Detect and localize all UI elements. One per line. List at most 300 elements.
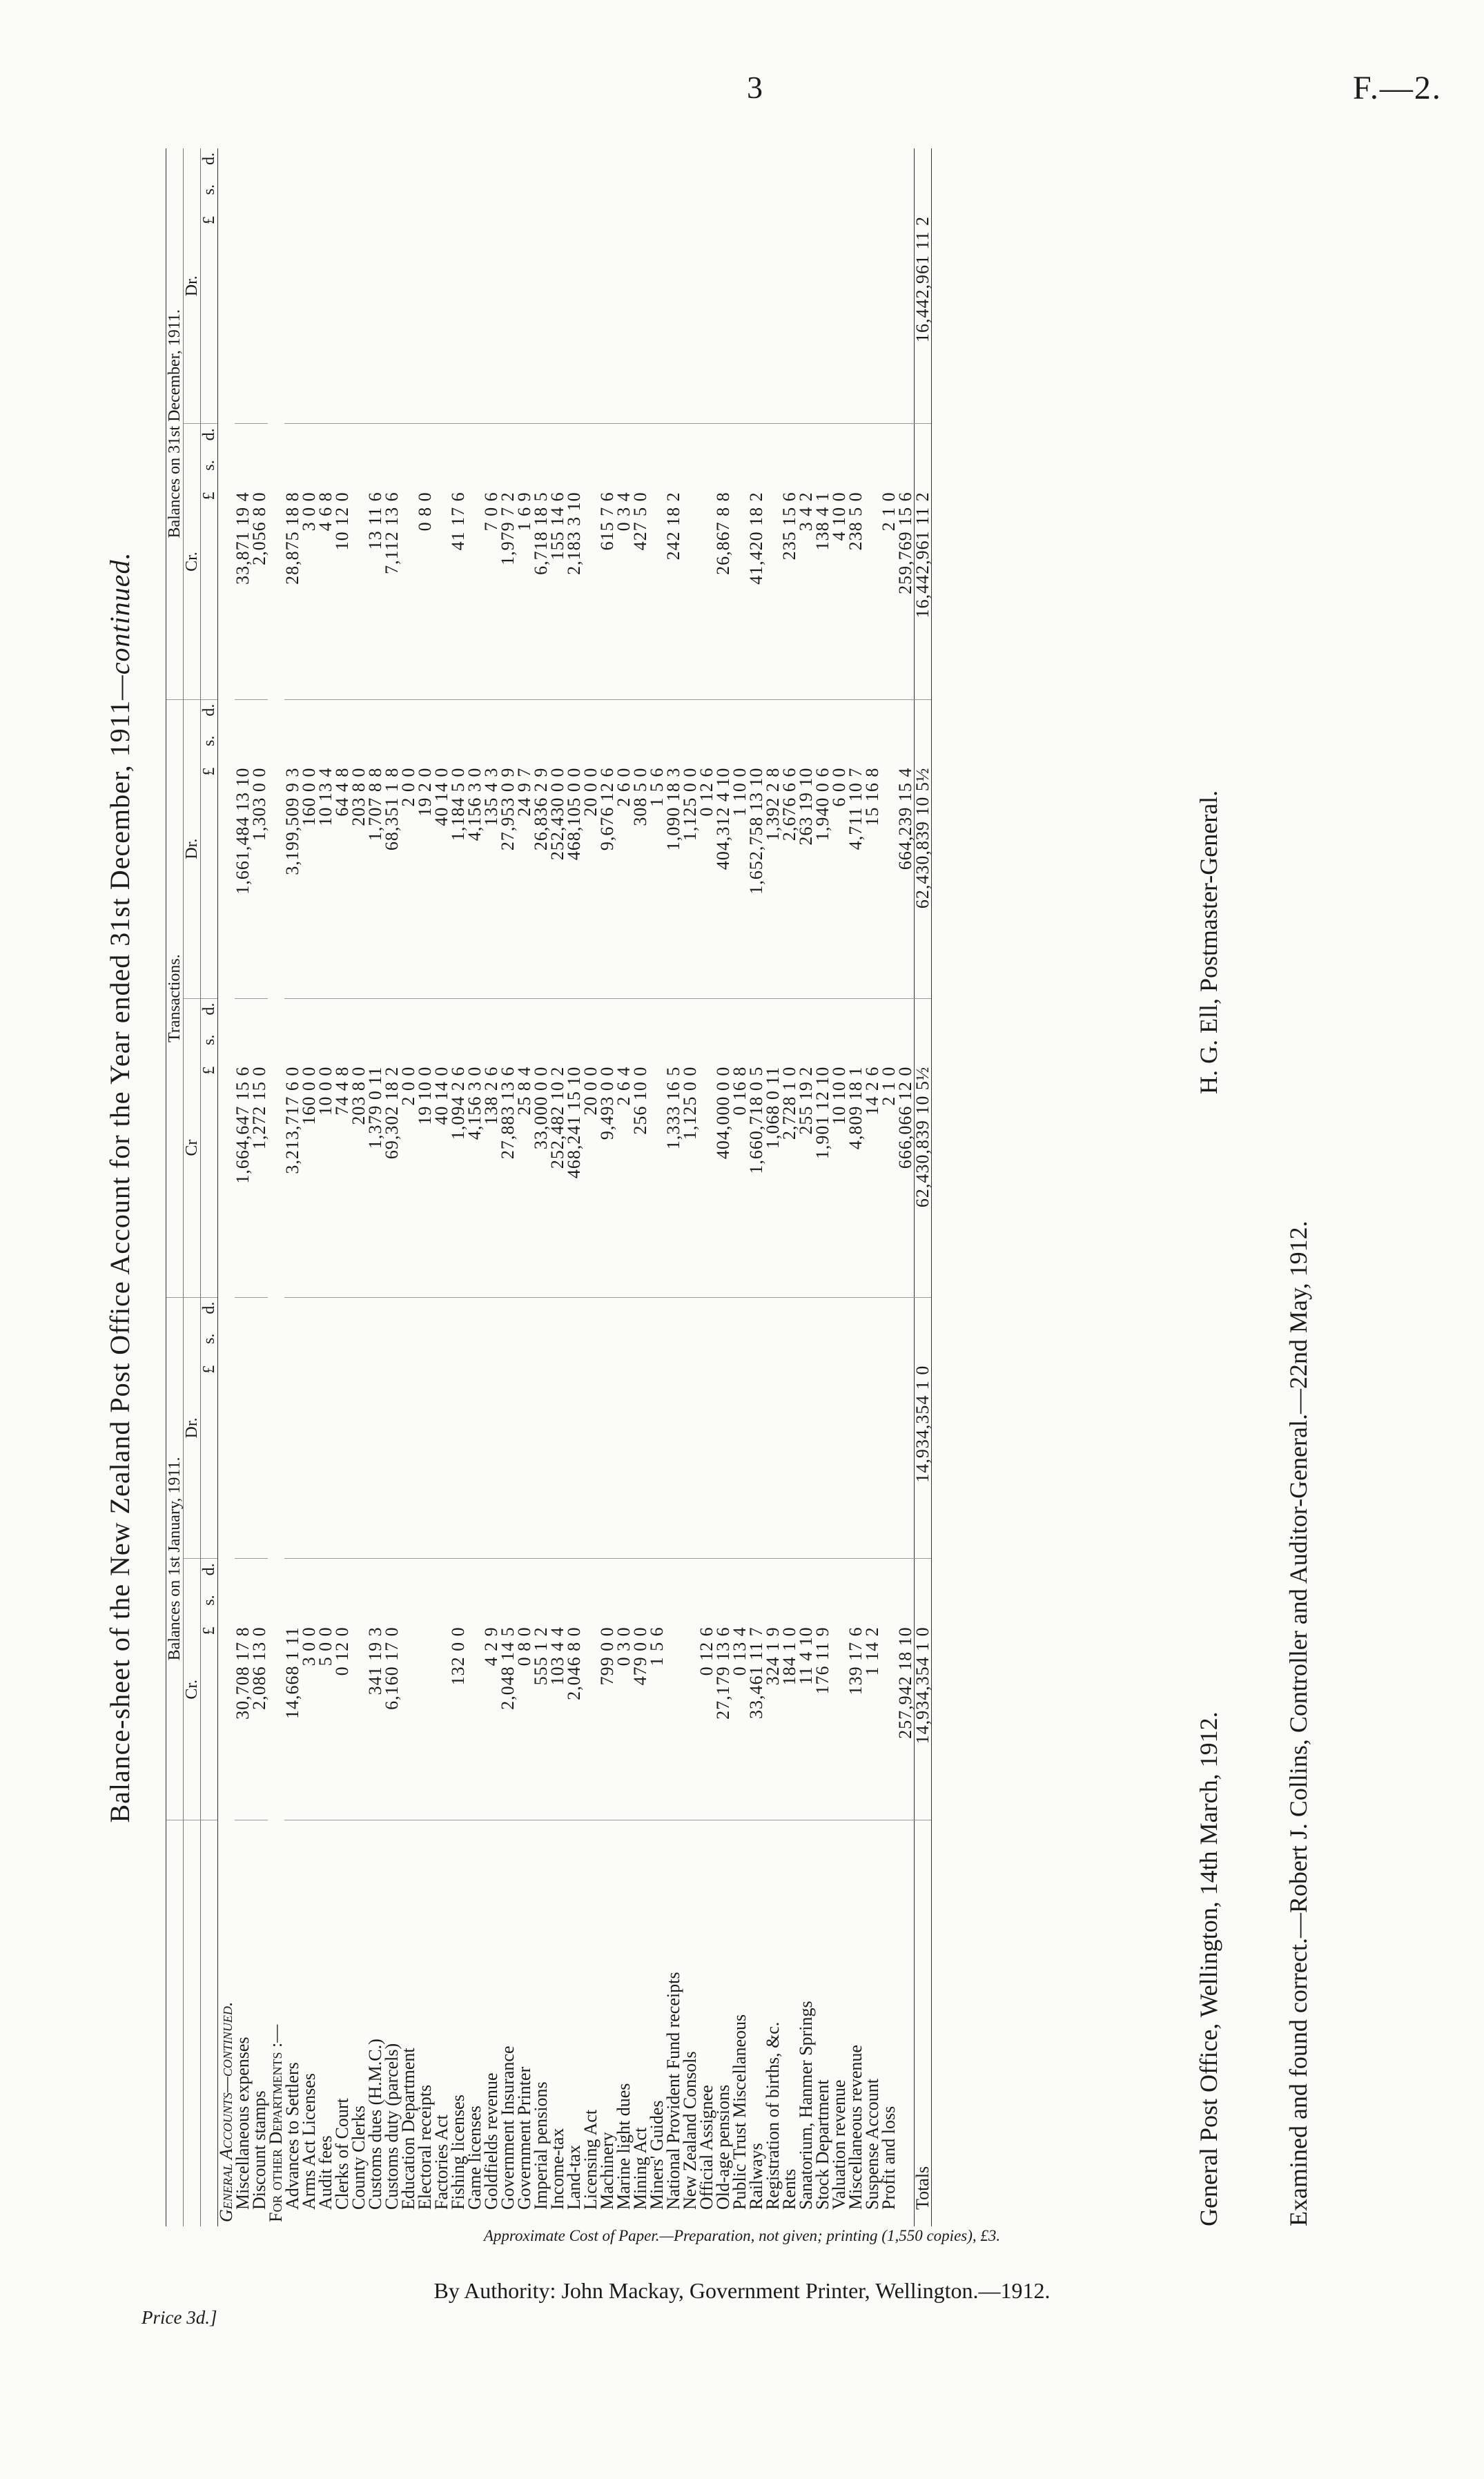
amount-spacer — [715, 1031, 732, 1062]
amount-spacer — [235, 180, 251, 212]
amount-spacer — [235, 732, 251, 764]
amount-spacer — [649, 1591, 665, 1622]
amount-spacer — [566, 998, 583, 1031]
page-number: 3 — [747, 70, 763, 105]
amount-spacer — [848, 998, 864, 1031]
amount-spacer — [533, 732, 549, 764]
amount-cell: 138 2 6 — [483, 1062, 500, 1297]
amount-spacer — [748, 1591, 765, 1622]
amount-spacer — [284, 998, 301, 1031]
amount-cell — [583, 212, 599, 424]
amount-cell — [500, 212, 516, 424]
amount-spacer — [549, 1031, 566, 1062]
amount-spacer — [284, 1330, 301, 1361]
amount-spacer — [483, 456, 500, 487]
amount-spacer — [483, 424, 500, 456]
amount-spacer — [814, 180, 831, 212]
amount-cell: 62,430,839 10 5½ — [915, 1062, 932, 1297]
amount-cell — [848, 212, 864, 424]
amount-spacer — [251, 1031, 268, 1062]
amount-spacer — [450, 1031, 467, 1062]
amount-cell: 324 1 9 — [765, 1622, 781, 1820]
amount-spacer — [665, 998, 682, 1031]
amount-spacer — [483, 732, 500, 764]
amount-spacer — [732, 998, 748, 1031]
amount-cell: 1 14 2 — [864, 1622, 881, 1820]
amount-spacer — [699, 456, 715, 487]
amount-spacer — [549, 424, 566, 456]
table-row — [897, 148, 915, 2226]
amount-cell: 135 4 3 — [483, 764, 500, 998]
amount-spacer — [915, 732, 932, 764]
amount-spacer — [549, 180, 566, 212]
amount-cell: 1,303 0 0 — [251, 764, 268, 998]
amount-spacer — [715, 998, 732, 1031]
amount-spacer — [599, 699, 616, 732]
amount-cell: 40 14 0 — [433, 764, 450, 998]
amount-spacer — [765, 180, 781, 212]
amount-spacer — [599, 456, 616, 487]
amount-cell: 11 4 10 — [798, 1622, 814, 1820]
amount-spacer — [831, 180, 848, 212]
amount-spacer — [715, 1559, 732, 1591]
amount-spacer — [334, 699, 351, 732]
amount-spacer — [566, 1297, 583, 1330]
amount-spacer — [318, 699, 334, 732]
rotated-balance-sheet — [104, 148, 1401, 2226]
amount-spacer — [599, 180, 616, 212]
amount-spacer — [351, 180, 367, 212]
amount-spacer — [566, 1559, 583, 1591]
amount-cell — [599, 212, 616, 424]
amount-spacer — [516, 1297, 533, 1330]
amount-spacer — [699, 1330, 715, 1361]
amount-cell: 203 8 0 — [351, 764, 367, 998]
amount-spacer — [301, 699, 318, 732]
amount-spacer — [616, 1031, 632, 1062]
amount-spacer — [599, 732, 616, 764]
amount-spacer — [318, 998, 334, 1031]
amount-spacer — [699, 1591, 715, 1622]
amount-cell: 19 10 0 — [417, 1062, 433, 1297]
amount-spacer — [284, 699, 301, 732]
amount-spacer — [831, 1591, 848, 1622]
amount-spacer — [665, 456, 682, 487]
amount-spacer — [433, 998, 450, 1031]
amount-cell: 20 0 0 — [583, 764, 599, 998]
row-label: Suspense Account — [862, 2079, 882, 2210]
amount-spacer — [897, 1031, 915, 1062]
amount-cell — [798, 1361, 814, 1559]
amount-spacer — [864, 1591, 881, 1622]
amount-cell — [318, 212, 334, 424]
amount-spacer — [433, 699, 450, 732]
amount-spacer — [732, 456, 748, 487]
title-main: Balance-sheet of the New Zealand Post Office Account for the Year ended 31st December, 1911 — [104, 699, 135, 1823]
amount-spacer — [748, 1559, 765, 1591]
amount-spacer — [284, 1031, 301, 1062]
row-label: Goldfields revenue — [481, 2072, 501, 2210]
amount-spacer — [632, 180, 649, 212]
row-label: Income-tax — [547, 2128, 567, 2210]
amount-cell: 2 0 0 — [400, 764, 417, 998]
amount-spacer — [433, 1031, 450, 1062]
amount-cell — [881, 212, 897, 424]
table-row — [284, 148, 301, 2226]
balance-table — [166, 148, 932, 2226]
amount-spacer — [748, 424, 765, 456]
amount-cell — [384, 212, 400, 424]
amount-cell: 252,482 10 2 — [549, 1062, 566, 1297]
table-row — [583, 148, 599, 2226]
amount-spacer — [433, 1297, 450, 1330]
amount-cell: 1,379 0 11 — [367, 1062, 384, 1297]
amount-spacer — [665, 1031, 682, 1062]
row-label: Discount stamps — [249, 2090, 269, 2210]
amount-spacer — [400, 1591, 417, 1622]
table-row — [665, 148, 682, 2226]
amount-spacer — [417, 699, 433, 732]
row-label: Advances to Settlers — [282, 2062, 302, 2210]
row-label: Clerks of Court — [332, 2098, 352, 2210]
amount-spacer — [251, 1559, 268, 1591]
amount-spacer — [781, 1559, 798, 1591]
amount-spacer — [467, 732, 483, 764]
amount-cell — [467, 212, 483, 424]
amount-spacer — [915, 1297, 932, 1330]
amount-cell: 0 8 0 — [417, 487, 433, 699]
amount-spacer — [798, 1559, 814, 1591]
amount-cell: 615 7 6 — [599, 487, 616, 699]
amount-cell — [781, 212, 798, 424]
amount-spacer — [235, 1591, 251, 1622]
amount-spacer — [732, 1330, 748, 1361]
cost-note: Approximate Cost of Paper.—Preparation, not given; printing (1,550 copies), £3. — [483, 2227, 1001, 2244]
lsd-header: £ — [201, 487, 218, 699]
amount-spacer — [500, 1297, 516, 1330]
amount-spacer — [583, 456, 599, 487]
amount-cell: 33,461 11 7 — [748, 1622, 765, 1820]
amount-spacer — [798, 456, 814, 487]
amount-spacer — [632, 1031, 649, 1062]
amount-spacer — [367, 456, 384, 487]
amount-spacer — [881, 424, 897, 456]
amount-spacer — [699, 1031, 715, 1062]
amount-cell — [616, 1361, 632, 1559]
amount-spacer — [599, 1031, 616, 1062]
amount-spacer — [699, 699, 715, 732]
amount-cell — [599, 1361, 616, 1559]
amount-spacer — [682, 699, 699, 732]
amount-cell: 14,934,354 1 0 — [915, 1361, 932, 1559]
amount-cell: 7 0 6 — [483, 487, 500, 699]
amount-spacer — [367, 1031, 384, 1062]
amount-cell — [781, 1361, 798, 1559]
amount-spacer — [632, 1297, 649, 1330]
amount-spacer — [798, 148, 814, 180]
row-label: Government Printer — [514, 2066, 534, 2210]
table-row — [616, 148, 632, 2226]
lsd-header: s. — [201, 1031, 218, 1062]
table-row — [831, 148, 848, 2226]
amount-spacer — [915, 180, 932, 212]
amount-cell: 799 0 0 — [599, 1622, 616, 1820]
amount-spacer — [251, 456, 268, 487]
amount-cell: 27,883 13 6 — [500, 1062, 516, 1297]
amount-spacer — [500, 180, 516, 212]
amount-spacer — [616, 456, 632, 487]
amount-spacer — [732, 180, 748, 212]
amount-spacer — [400, 424, 417, 456]
amount-spacer — [301, 1330, 318, 1361]
amount-spacer — [732, 732, 748, 764]
amount-cell: 2 6 4 — [616, 1062, 632, 1297]
amount-cell — [649, 212, 665, 424]
amount-spacer — [715, 424, 732, 456]
row-label: Customs dues (H.M.C.) — [365, 2039, 385, 2210]
row-label: Sanatorium, Hanmer Springs — [796, 2001, 816, 2210]
amount-spacer — [831, 456, 848, 487]
amount-spacer — [533, 180, 549, 212]
amount-spacer — [748, 732, 765, 764]
amount-cell: 1,090 18 3 — [665, 764, 682, 998]
header-cr: Cr — [184, 998, 201, 1297]
amount-cell: 13 11 6 — [367, 487, 384, 699]
amount-spacer — [864, 732, 881, 764]
amount-spacer — [500, 456, 516, 487]
amount-cell — [831, 1361, 848, 1559]
amount-spacer — [798, 699, 814, 732]
amount-cell: 0 3 0 — [616, 1622, 632, 1820]
amount-cell: 404,000 0 0 — [715, 1062, 732, 1297]
amount-spacer — [235, 1330, 251, 1361]
amount-spacer — [566, 1330, 583, 1361]
row-label: Profit and loss — [879, 2106, 899, 2210]
amount-spacer — [301, 456, 318, 487]
amount-spacer — [251, 148, 268, 180]
amount-cell — [864, 212, 881, 424]
amount-cell: 64 4 8 — [334, 764, 351, 998]
amount-cell — [699, 1361, 715, 1559]
amount-cell — [351, 1361, 367, 1559]
amount-spacer — [814, 1591, 831, 1622]
amount-cell — [682, 487, 699, 699]
amount-cell: 1,094 2 6 — [450, 1062, 467, 1297]
amount-cell: 33,871 19 4 — [235, 487, 251, 699]
amount-cell: 160 0 0 — [301, 764, 318, 998]
amount-spacer — [915, 1591, 932, 1622]
amount-spacer — [748, 699, 765, 732]
amount-spacer — [814, 148, 831, 180]
amount-spacer — [814, 732, 831, 764]
amount-spacer — [533, 699, 549, 732]
amount-spacer — [301, 1031, 318, 1062]
amount-spacer — [467, 1297, 483, 1330]
amount-cell — [400, 1622, 417, 1820]
amount-spacer — [351, 1297, 367, 1330]
audit-statement: Examined and found correct.—Robert J. Collins, Controller and Auditor-General.—22nd May, 1912. — [1285, 1221, 1312, 2226]
table-row — [682, 148, 699, 2226]
amount-spacer — [318, 1591, 334, 1622]
amount-spacer — [467, 1330, 483, 1361]
amount-spacer — [864, 1559, 881, 1591]
amount-spacer — [533, 148, 549, 180]
amount-cell — [516, 1361, 533, 1559]
amount-cell — [814, 212, 831, 424]
amount-cell: 3,213,717 6 0 — [284, 1062, 301, 1297]
table-row — [417, 148, 433, 2226]
amount-spacer — [864, 1330, 881, 1361]
amount-cell: 259,769 15 6 — [897, 487, 915, 699]
amount-cell: 2,046 8 0 — [566, 1622, 583, 1820]
amount-spacer — [400, 148, 417, 180]
amount-spacer — [384, 1031, 400, 1062]
amount-spacer — [450, 732, 467, 764]
amount-spacer — [665, 1559, 682, 1591]
amount-cell: 2,183 3 10 — [566, 487, 583, 699]
amount-spacer — [715, 148, 732, 180]
table-row — [566, 148, 583, 2226]
amount-spacer — [682, 998, 699, 1031]
amount-spacer — [765, 732, 781, 764]
amount-spacer — [665, 180, 682, 212]
amount-spacer — [533, 1591, 549, 1622]
amount-cell: 479 0 0 — [632, 1622, 649, 1820]
amount-spacer — [516, 1031, 533, 1062]
amount-spacer — [417, 1559, 433, 1591]
amount-spacer — [483, 699, 500, 732]
amount-spacer — [814, 424, 831, 456]
amount-cell: 2 1 0 — [881, 1062, 897, 1297]
amount-spacer — [583, 424, 599, 456]
amount-spacer — [732, 1297, 748, 1330]
amount-cell: 4,711 10 7 — [848, 764, 864, 998]
amount-cell — [433, 1361, 450, 1559]
amount-spacer — [235, 699, 251, 732]
amount-cell: 176 11 9 — [814, 1622, 831, 1820]
amount-spacer — [251, 732, 268, 764]
amount-spacer — [417, 1591, 433, 1622]
amount-spacer — [500, 424, 516, 456]
amount-cell: 427 5 0 — [632, 487, 649, 699]
amount-spacer — [251, 424, 268, 456]
amount-spacer — [549, 998, 566, 1031]
table-row — [715, 148, 732, 2226]
amount-spacer — [715, 699, 732, 732]
amount-cell: 2 6 0 — [616, 764, 632, 998]
amount-spacer — [715, 456, 732, 487]
amount-spacer — [881, 180, 897, 212]
amount-spacer — [699, 148, 715, 180]
amount-cell: 2 1 0 — [881, 487, 897, 699]
amount-spacer — [848, 1031, 864, 1062]
amount-spacer — [516, 180, 533, 212]
amount-spacer — [632, 1591, 649, 1622]
amount-spacer — [616, 699, 632, 732]
row-label: Valuation revenue — [829, 2079, 849, 2210]
amount-spacer — [699, 424, 715, 456]
table-row — [699, 148, 715, 2226]
amount-cell: 1,652,758 13 10 — [748, 764, 765, 998]
amount-cell: 68,351 1 8 — [384, 764, 400, 998]
amount-cell — [881, 1361, 897, 1559]
amount-spacer — [699, 1559, 715, 1591]
amount-spacer — [483, 148, 500, 180]
amount-cell — [715, 1361, 732, 1559]
amount-spacer — [682, 424, 699, 456]
amount-spacer — [367, 1330, 384, 1361]
row-label: Factories Act — [431, 2115, 451, 2210]
amount-spacer — [566, 148, 583, 180]
amount-cell — [450, 212, 467, 424]
amount-spacer — [549, 456, 566, 487]
amount-cell: 10 0 0 — [318, 1062, 334, 1297]
amount-spacer — [599, 424, 616, 456]
amount-cell — [334, 212, 351, 424]
amount-spacer — [351, 424, 367, 456]
table-row — [450, 148, 467, 2226]
lsd-header: d. — [201, 1559, 218, 1591]
amount-spacer — [848, 456, 864, 487]
amount-spacer — [881, 998, 897, 1031]
amount-cell: 14 2 6 — [864, 1062, 881, 1297]
amount-spacer — [881, 1297, 897, 1330]
amount-spacer — [715, 732, 732, 764]
amount-spacer — [301, 1591, 318, 1622]
amount-spacer — [450, 998, 467, 1031]
amount-spacer — [798, 1031, 814, 1062]
header-dr: Dr. — [184, 148, 201, 424]
amount-cell: 203 8 0 — [351, 1062, 367, 1297]
amount-spacer — [649, 699, 665, 732]
amount-spacer — [433, 148, 450, 180]
amount-cell — [384, 1361, 400, 1559]
amount-spacer — [682, 1591, 699, 1622]
amount-spacer — [897, 1591, 915, 1622]
amount-cell — [400, 1361, 417, 1559]
amount-cell — [400, 212, 417, 424]
amount-cell — [665, 212, 682, 424]
amount-spacer — [616, 148, 632, 180]
amount-spacer — [881, 1591, 897, 1622]
amount-cell — [682, 1361, 699, 1559]
amount-spacer — [367, 998, 384, 1031]
amount-cell: 62,430,839 10 5½ — [915, 764, 932, 998]
totals-label: Totals — [915, 1820, 932, 2226]
amount-spacer — [781, 732, 798, 764]
amount-spacer — [897, 1559, 915, 1591]
amount-cell — [583, 1361, 599, 1559]
row-label: National Provident Fund receipts — [663, 1972, 683, 2210]
amount-spacer — [516, 1591, 533, 1622]
amount-spacer — [367, 1297, 384, 1330]
amount-spacer — [632, 1559, 649, 1591]
amount-spacer — [384, 424, 400, 456]
amount-cell: 242 18 2 — [665, 487, 682, 699]
amount-spacer — [450, 180, 467, 212]
amount-cell: 2 0 0 — [400, 1062, 417, 1297]
row-label: Electoral receipts — [415, 2084, 435, 2210]
amount-spacer — [632, 732, 649, 764]
amount-spacer — [301, 998, 318, 1031]
amount-cell: 404,312 4 10 — [715, 764, 732, 998]
amount-spacer — [781, 424, 798, 456]
amount-spacer — [682, 456, 699, 487]
amount-spacer — [549, 1330, 566, 1361]
amount-spacer — [864, 998, 881, 1031]
amount-cell: 235 15 6 — [781, 487, 798, 699]
amount-cell: 1,660,718 0 5 — [748, 1062, 765, 1297]
